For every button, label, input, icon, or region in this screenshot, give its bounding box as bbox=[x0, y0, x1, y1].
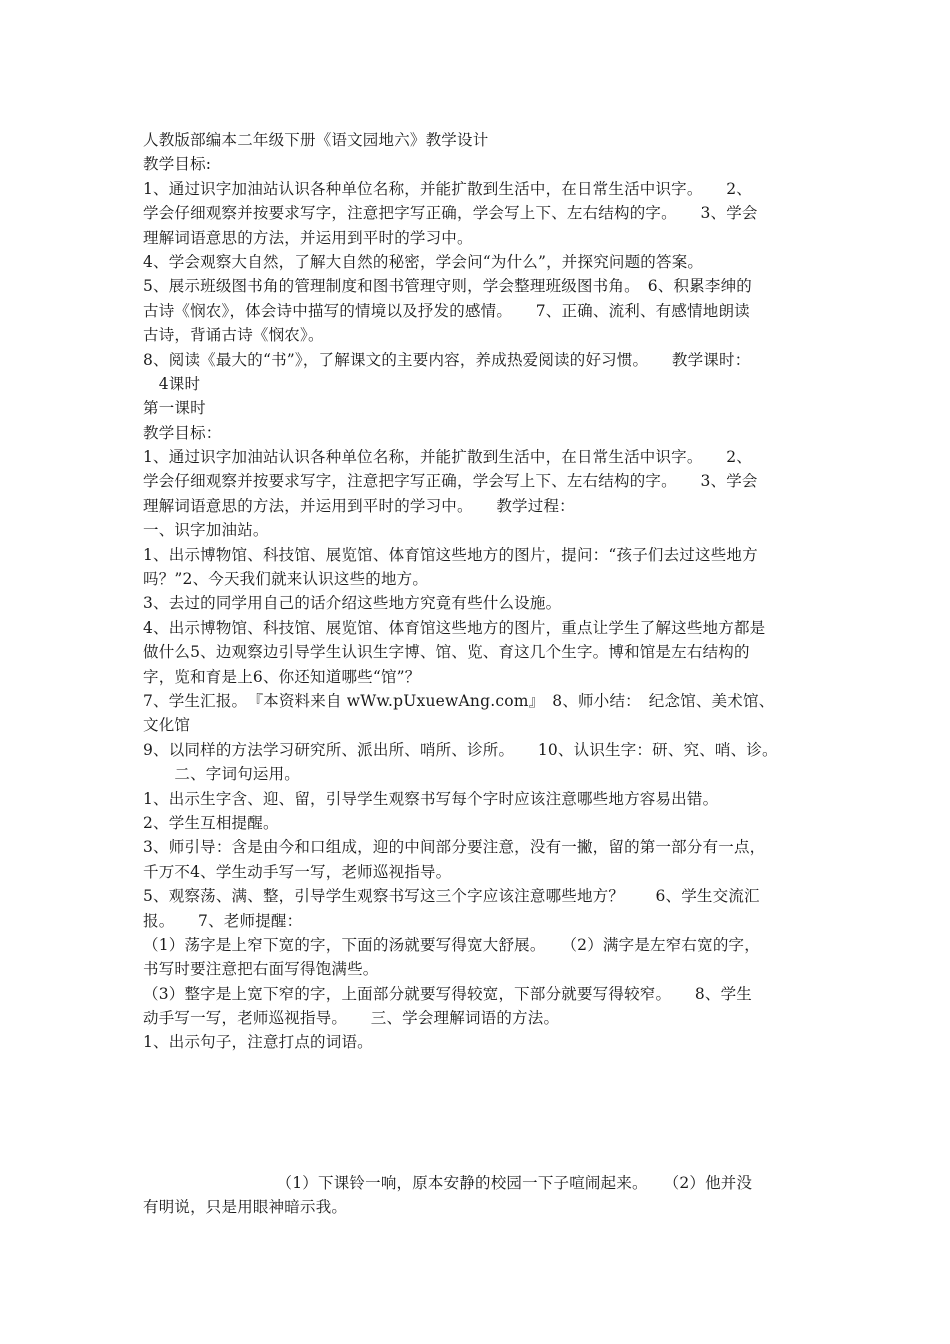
text-line: 3、去过的同学用自己的话介绍这些地方究竟有些什么设施。 bbox=[143, 594, 562, 613]
text-line: 5、观察荡、满、整，引导学生观察书写这三个字应该注意哪些地方？ 6、学生交流汇 bbox=[143, 887, 760, 906]
text-line: 动手写一写，老师巡视指导。 三、学会理解词语的方法。 bbox=[143, 1009, 560, 1028]
text-line: 有明说，只是用眼神暗示我。 bbox=[143, 1198, 348, 1217]
text-line: 7、学生汇报。 『本资料来自 wWw.pUxuewAng.com』 8、师小结： 纪念馆、美术馆、 bbox=[143, 691, 775, 710]
text-line: 1、通过识字加油站认识各种单位名称，并能扩散到生活中，在日常生活中识字。 2、 bbox=[143, 179, 752, 198]
text-line: 千万不4、学生动手写一写，老师巡视指导。 bbox=[143, 862, 452, 881]
text-line: 9、以同样的方法学习研究所、派出所、哨所、诊所。 10、认识生字：研、究、哨、诊。 bbox=[143, 740, 778, 759]
text-line: 1、出示博物馆、科技馆、展览馆、体育馆这些地方的图片，提问：“孩子们去过这些地方 bbox=[143, 545, 758, 564]
text-line: 学会仔细观察并按要求写字，注意把字写正确，学会写上下、左右结构的字。 3、学会 bbox=[143, 472, 758, 491]
text-line: 1、通过识字加油站认识各种单位名称，并能扩散到生活中，在日常生活中识字。 2、 bbox=[143, 448, 752, 467]
text-line: 二、字词句运用。 bbox=[143, 765, 301, 784]
text-line: 古诗《悯农》，体会诗中描写的情境以及抒发的感情。 7、正确、流利、有感情地朗读 bbox=[143, 301, 750, 320]
text-line: 一、识字加油站。 bbox=[143, 521, 269, 540]
text-line: 书写时要注意把右面写得饱满些。 bbox=[143, 960, 379, 979]
text-line: 理解词语意思的方法，并运用到平时的学习中。 教学过程： bbox=[143, 496, 575, 515]
text-line: 做什么5、边观察边引导学生认识生字博、馆、览、育这几个生字。博和馆是左右结构的 bbox=[143, 643, 750, 662]
text-line: 4、学会观察大自然，了解大自然的秘密，学会问“为什么”，并探究问题的答案。 bbox=[143, 252, 704, 271]
text-line: 2、学生互相提醒。 bbox=[143, 813, 279, 832]
text-line: 4课时 bbox=[143, 374, 201, 393]
text-line: 教学目标： bbox=[143, 423, 222, 442]
text-line: 文化馆 bbox=[143, 716, 191, 735]
text-line: 教学目标: bbox=[143, 155, 212, 174]
text-line: 学会仔细观察并按要求写字，注意把字写正确，学会写上下、左右结构的字。 3、学会 bbox=[143, 204, 758, 223]
text-line: （1）下课铃一响，原本安静的校园一下子喧闹起来。 （2）他并没 bbox=[143, 1174, 753, 1192]
text-line: 理解词语意思的方法，并运用到平时的学习中。 bbox=[143, 228, 473, 247]
text-line: 字，览和育是上6、你还知道哪些“馆”？ bbox=[143, 667, 421, 686]
section-heading: 第一课时 bbox=[143, 399, 206, 418]
example-sentences bbox=[143, 1171, 823, 1220]
text-line: （3）整字是上宽下窄的字，上面部分就要写得较宽，下部分就要写得较窄。 8、学生 bbox=[143, 984, 752, 1003]
document-body bbox=[143, 128, 823, 1055]
text-line: （1）荡字是上窄下宽的字，下面的汤就要写得宽大舒展。 （2）满字是左窄右宽的字， bbox=[143, 935, 760, 954]
text-line: 5、展示班级图书角的管理制度和图书管理守则，学会整理班级图书角。 6、积累李绅的 bbox=[143, 277, 752, 296]
doc-title: 人教版部编本二年级下册《语文园地六》教学设计 bbox=[143, 131, 489, 149]
text-line: 古诗，背诵古诗《悯农》。 bbox=[143, 326, 324, 345]
text-line: 8、阅读《最大的“书”》，了解课文的主要内容，养成热爱阅读的好习惯。 教学课时： bbox=[143, 350, 751, 369]
text-line: 吗？”2、今天我们就来认识这些的地方。 bbox=[143, 570, 429, 589]
text-line: 1、出示句子，注意打点的词语。 bbox=[143, 1033, 373, 1052]
text-line: 4、出示博物馆、科技馆、展览馆、体育馆这些地方的图片，重点让学生了解这些地方都是 bbox=[143, 618, 766, 637]
text-line: 3、师引导：含是由今和口组成，迎的中间部分要注意，没有一撇，留的第一部分有一点， bbox=[143, 838, 766, 857]
text-line: 报。 7、老师提醒： bbox=[143, 911, 303, 930]
text-line: 1、出示生字含、迎、留，引导学生观察书写每个字时应该注意哪些地方容易出错。 bbox=[143, 789, 719, 808]
